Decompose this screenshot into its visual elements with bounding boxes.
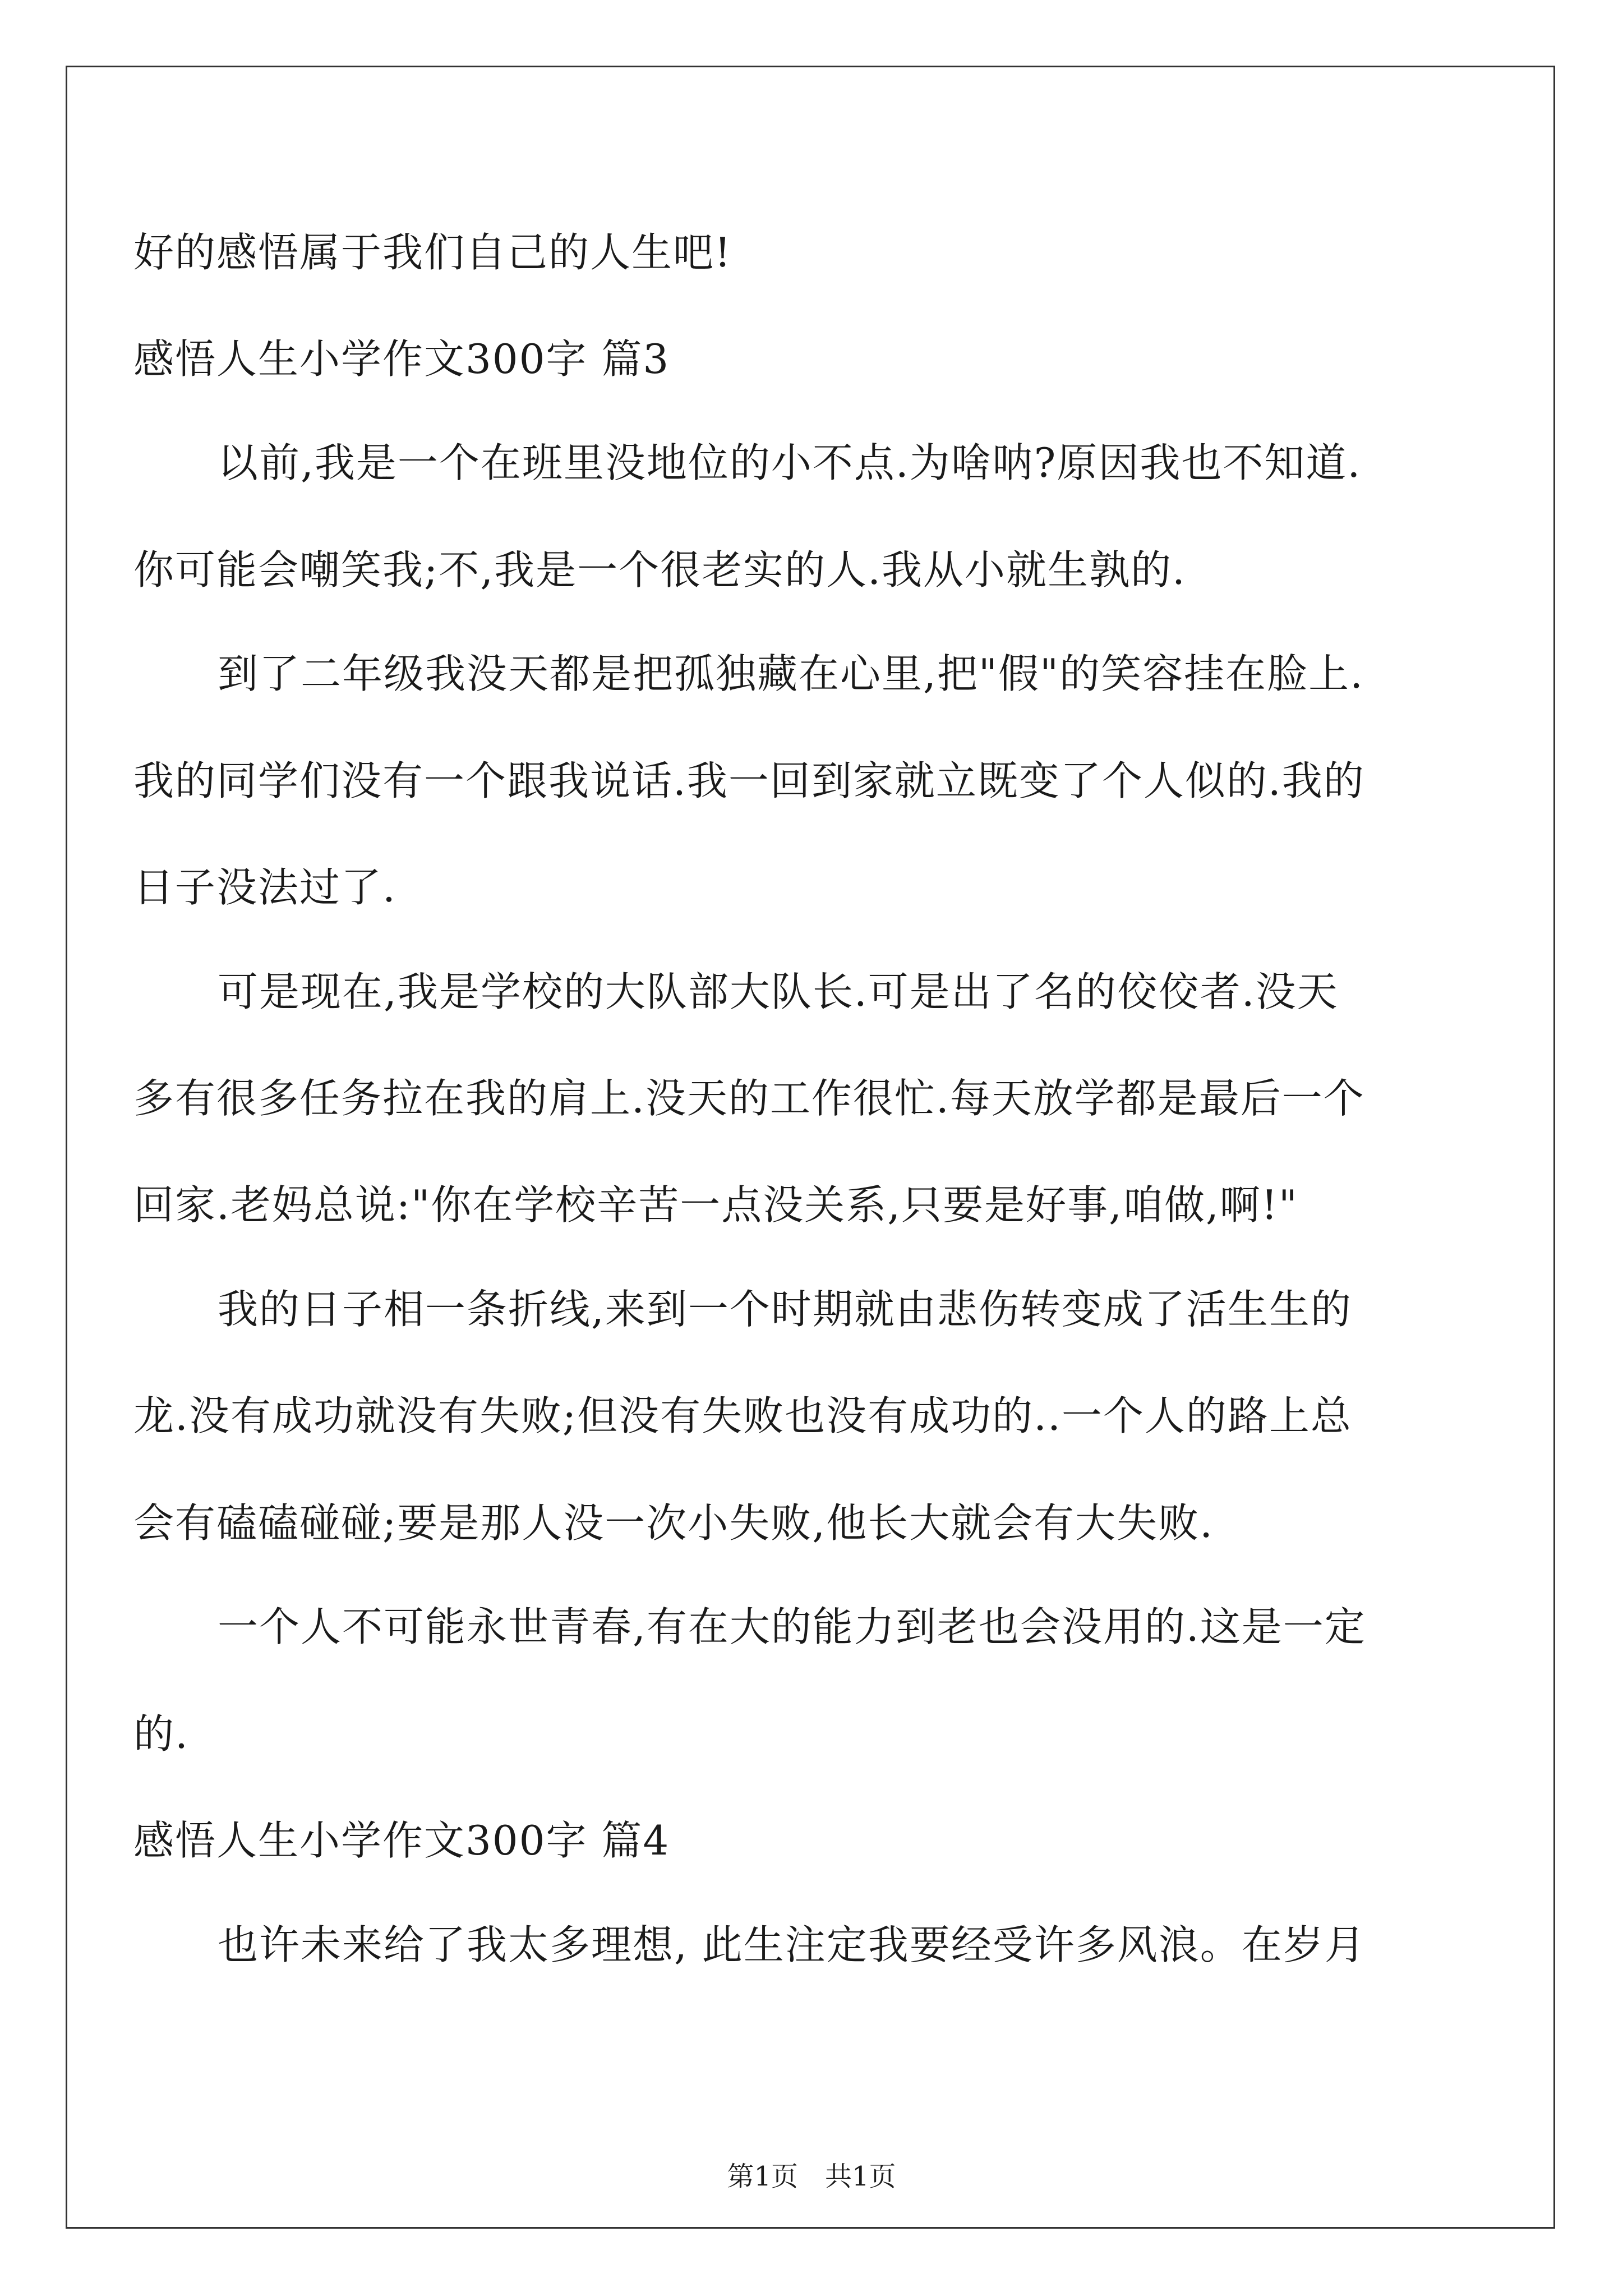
- paragraph-line: 到了二年级我没天都是把孤独藏在心里,把"假"的笑容挂在脸上.: [218, 650, 1364, 697]
- paragraph-line: 的.: [133, 1710, 189, 1757]
- paragraph-line: 以前,我是一个在班里没地位的小不点.为啥呐?原因我也不知道.: [218, 439, 1362, 486]
- paragraph-line: 也许未来给了我太多理想, 此生注定我要经受许多风浪。在岁月: [218, 1921, 1366, 1968]
- paragraph-line: 龙.没有成功就没有失败;但没有失败也没有成功的..一个人的路上总: [133, 1392, 1352, 1439]
- paragraph-line: 你可能会嘲笑我;不,我是一个很老实的人.我从小就生孰的.: [133, 546, 1186, 593]
- paragraph-line: 日子没法过了.: [133, 864, 396, 911]
- paragraph-line: 会有磕磕碰碰;要是那人没一次小失败,他长大就会有大失败.: [133, 1499, 1214, 1547]
- section-heading-4: 感悟人生小学作文300字 篇4: [133, 1817, 670, 1864]
- paragraph-closing-line: 好的感悟属于我们自己的人生吧!: [133, 229, 732, 276]
- paragraph-line: 多有很多任务拉在我的肩上.没天的工作很忙.每天放学都是最后一个: [133, 1075, 1365, 1122]
- page-number-footer: 第1页 共1页: [727, 2161, 896, 2192]
- paragraph-line: 我的同学们没有一个跟我说话.我一回到家就立既变了个人似的.我的: [133, 757, 1365, 804]
- section-heading-3: 感悟人生小学作文300字 篇3: [133, 335, 670, 383]
- paragraph-line: 可是现在,我是学校的大队部大队长.可是出了名的佼佼者.没天: [218, 968, 1339, 1015]
- paragraph-line: 一个人不可能永世青春,有在大的能力到老也会没用的.这是一定: [218, 1603, 1366, 1650]
- paragraph-line: 我的日子相一条折线,来到一个时期就由悲伤转变成了活生生的: [218, 1286, 1352, 1333]
- paragraph-line: 回家.老妈总说:"你在学校辛苦一点没关系,只要是好事,咱做,啊!": [133, 1181, 1298, 1228]
- page-border: [66, 66, 1555, 2229]
